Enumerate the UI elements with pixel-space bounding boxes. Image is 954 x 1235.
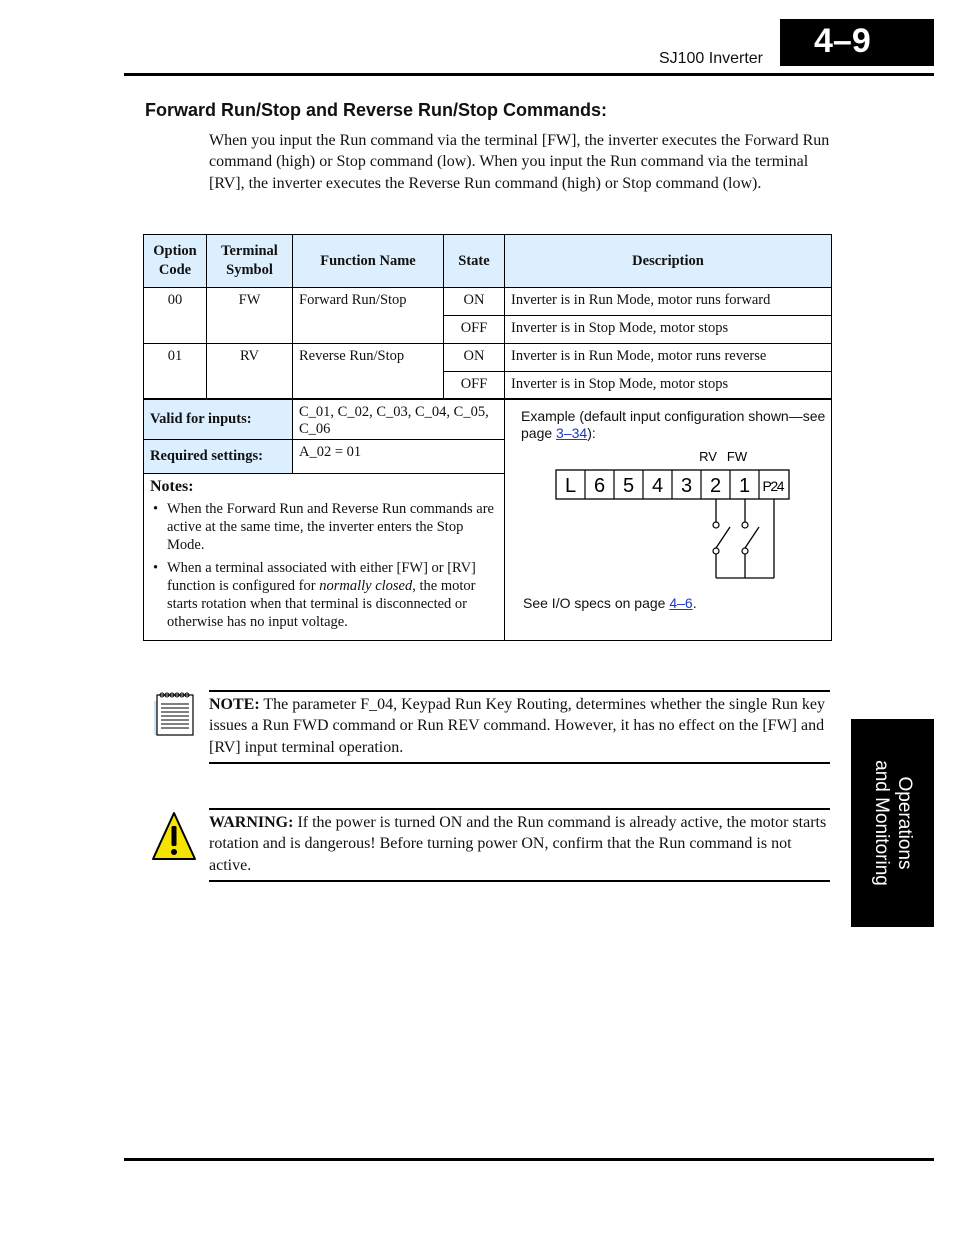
diagram-example-caption: Example (default input configuration shown—see page 3–34):: [521, 407, 826, 441]
warning-label: WARNING:: [209, 814, 294, 831]
warning-icon: [150, 810, 198, 862]
valid-inputs-row: [144, 399, 832, 440]
note-bottom-rule: [209, 762, 830, 764]
note-text: NOTE: The parameter F_04, Keypad Run Key Routing, determines whether the single Run key issues a Run FWD command or Run REV command. However, it has no effect on the [FW] and [RV] input terminal operation.: [209, 696, 826, 756]
rv-contact-top: [713, 522, 719, 528]
cell-function: Reverse Run/Stop: [293, 344, 444, 399]
cell-symbol: FW: [207, 288, 293, 344]
cell-description: Inverter is in Stop Mode, motor stops: [505, 372, 832, 399]
cell-description: Inverter is in Run Mode, motor runs forward: [505, 288, 832, 316]
intro-paragraph: When you input the Run command via the terminal [FW], the inverter executes the Forward Run command (high) or Stop command (low). When you input the Run command via the terminal [RV], the inverter executes the Reverse Run command (high) or Stop command (low).: [209, 132, 830, 192]
rv-contact-bottom: [713, 548, 719, 554]
fw-contact-bottom: [742, 548, 748, 554]
warning-text: WARNING: If the power is turned ON and the Run command is already active, the motor starts rotation and is dangerous! Before turning power ON, confirm that the Run command is not active.: [209, 814, 827, 874]
cell-state: ON: [444, 288, 505, 316]
notes-list: [150, 500, 498, 631]
chapter-side-tab-label: [870, 723, 916, 923]
notepad-icon: [151, 691, 197, 739]
side-tab-line1: Operations: [894, 776, 915, 870]
wiring-diagram-cell: [505, 399, 832, 641]
header-state: State: [444, 235, 505, 288]
terminal-label: 1: [738, 474, 751, 497]
page-link-3-34[interactable]: 3–34: [556, 424, 588, 441]
cell-function: Forward Run/Stop: [293, 288, 444, 344]
rv-label: RV: [699, 448, 717, 464]
terminal-label: L: [564, 474, 577, 497]
cell-state: OFF: [444, 316, 505, 344]
cell-description: Inverter is in Run Mode, motor runs reverse: [505, 344, 832, 372]
header-option-code: Option Code: [144, 235, 207, 288]
list-item: • When the Forward Run and Reverse Run commands are active at the same time, the inverter enters the Stop Mode.: [150, 500, 498, 554]
terminal-label: 5: [622, 474, 635, 497]
header-description: Description: [505, 235, 832, 288]
side-tab-line2: and Monitoring: [871, 760, 892, 886]
header-rule: [124, 73, 934, 76]
terminal-label: 3: [680, 474, 693, 497]
page-number-tab: 4–9: [780, 19, 934, 66]
fw-switch-arm: [745, 527, 759, 548]
note-label: NOTE:: [209, 696, 260, 713]
table-row: [144, 288, 832, 316]
section-heading: Forward Run/Stop and Reverse Run/Stop Commands:: [145, 100, 608, 120]
cell-code: 00: [144, 288, 207, 344]
fw-label: FW: [726, 448, 748, 464]
valid-inputs-label: Valid for inputs:: [144, 399, 293, 440]
footer-rule: [124, 1158, 934, 1161]
cell-symbol: RV: [207, 344, 293, 399]
terminal-label: P24: [762, 477, 785, 494]
valid-inputs-value: C_01, C_02, C_03, C_04, C_05, C_06: [293, 399, 505, 440]
io-specs-reference: See I/O specs on page 4–6.: [523, 594, 697, 611]
table-header-row: [144, 235, 832, 288]
warning-top-rule: [209, 808, 830, 810]
table-row: [144, 344, 832, 372]
fw-contact-top: [742, 522, 748, 528]
list-item: • When a terminal associated with either [FW] or [RV] function is configured for normally closed, the motor starts rotation when that terminal is disconnected or otherwise has no input voltage.: [150, 559, 498, 631]
rv-switch-arm: [716, 527, 730, 548]
required-settings-label: Required settings:: [144, 440, 293, 474]
running-header: SJ100 Inverter: [658, 50, 763, 67]
cell-description: Inverter is in Stop Mode, motor stops: [505, 316, 832, 344]
warning-bottom-rule: [209, 880, 830, 882]
terminal-label: 4: [651, 474, 664, 497]
cell-state: ON: [444, 344, 505, 372]
header-function-name: Function Name: [293, 235, 444, 288]
terminal-label: 6: [593, 474, 606, 497]
note-top-rule: [209, 690, 830, 692]
notes-title: Notes:: [150, 478, 194, 495]
page-link-4-6[interactable]: 4–6: [669, 594, 693, 611]
terminal-label: 2: [709, 474, 722, 497]
cell-state: OFF: [444, 372, 505, 399]
function-table: [143, 234, 832, 641]
notes-cell: [144, 474, 505, 641]
required-settings-value: A_02 = 01: [293, 440, 505, 474]
header-terminal-symbol: Terminal Symbol: [207, 235, 293, 288]
cell-code: 01: [144, 344, 207, 399]
